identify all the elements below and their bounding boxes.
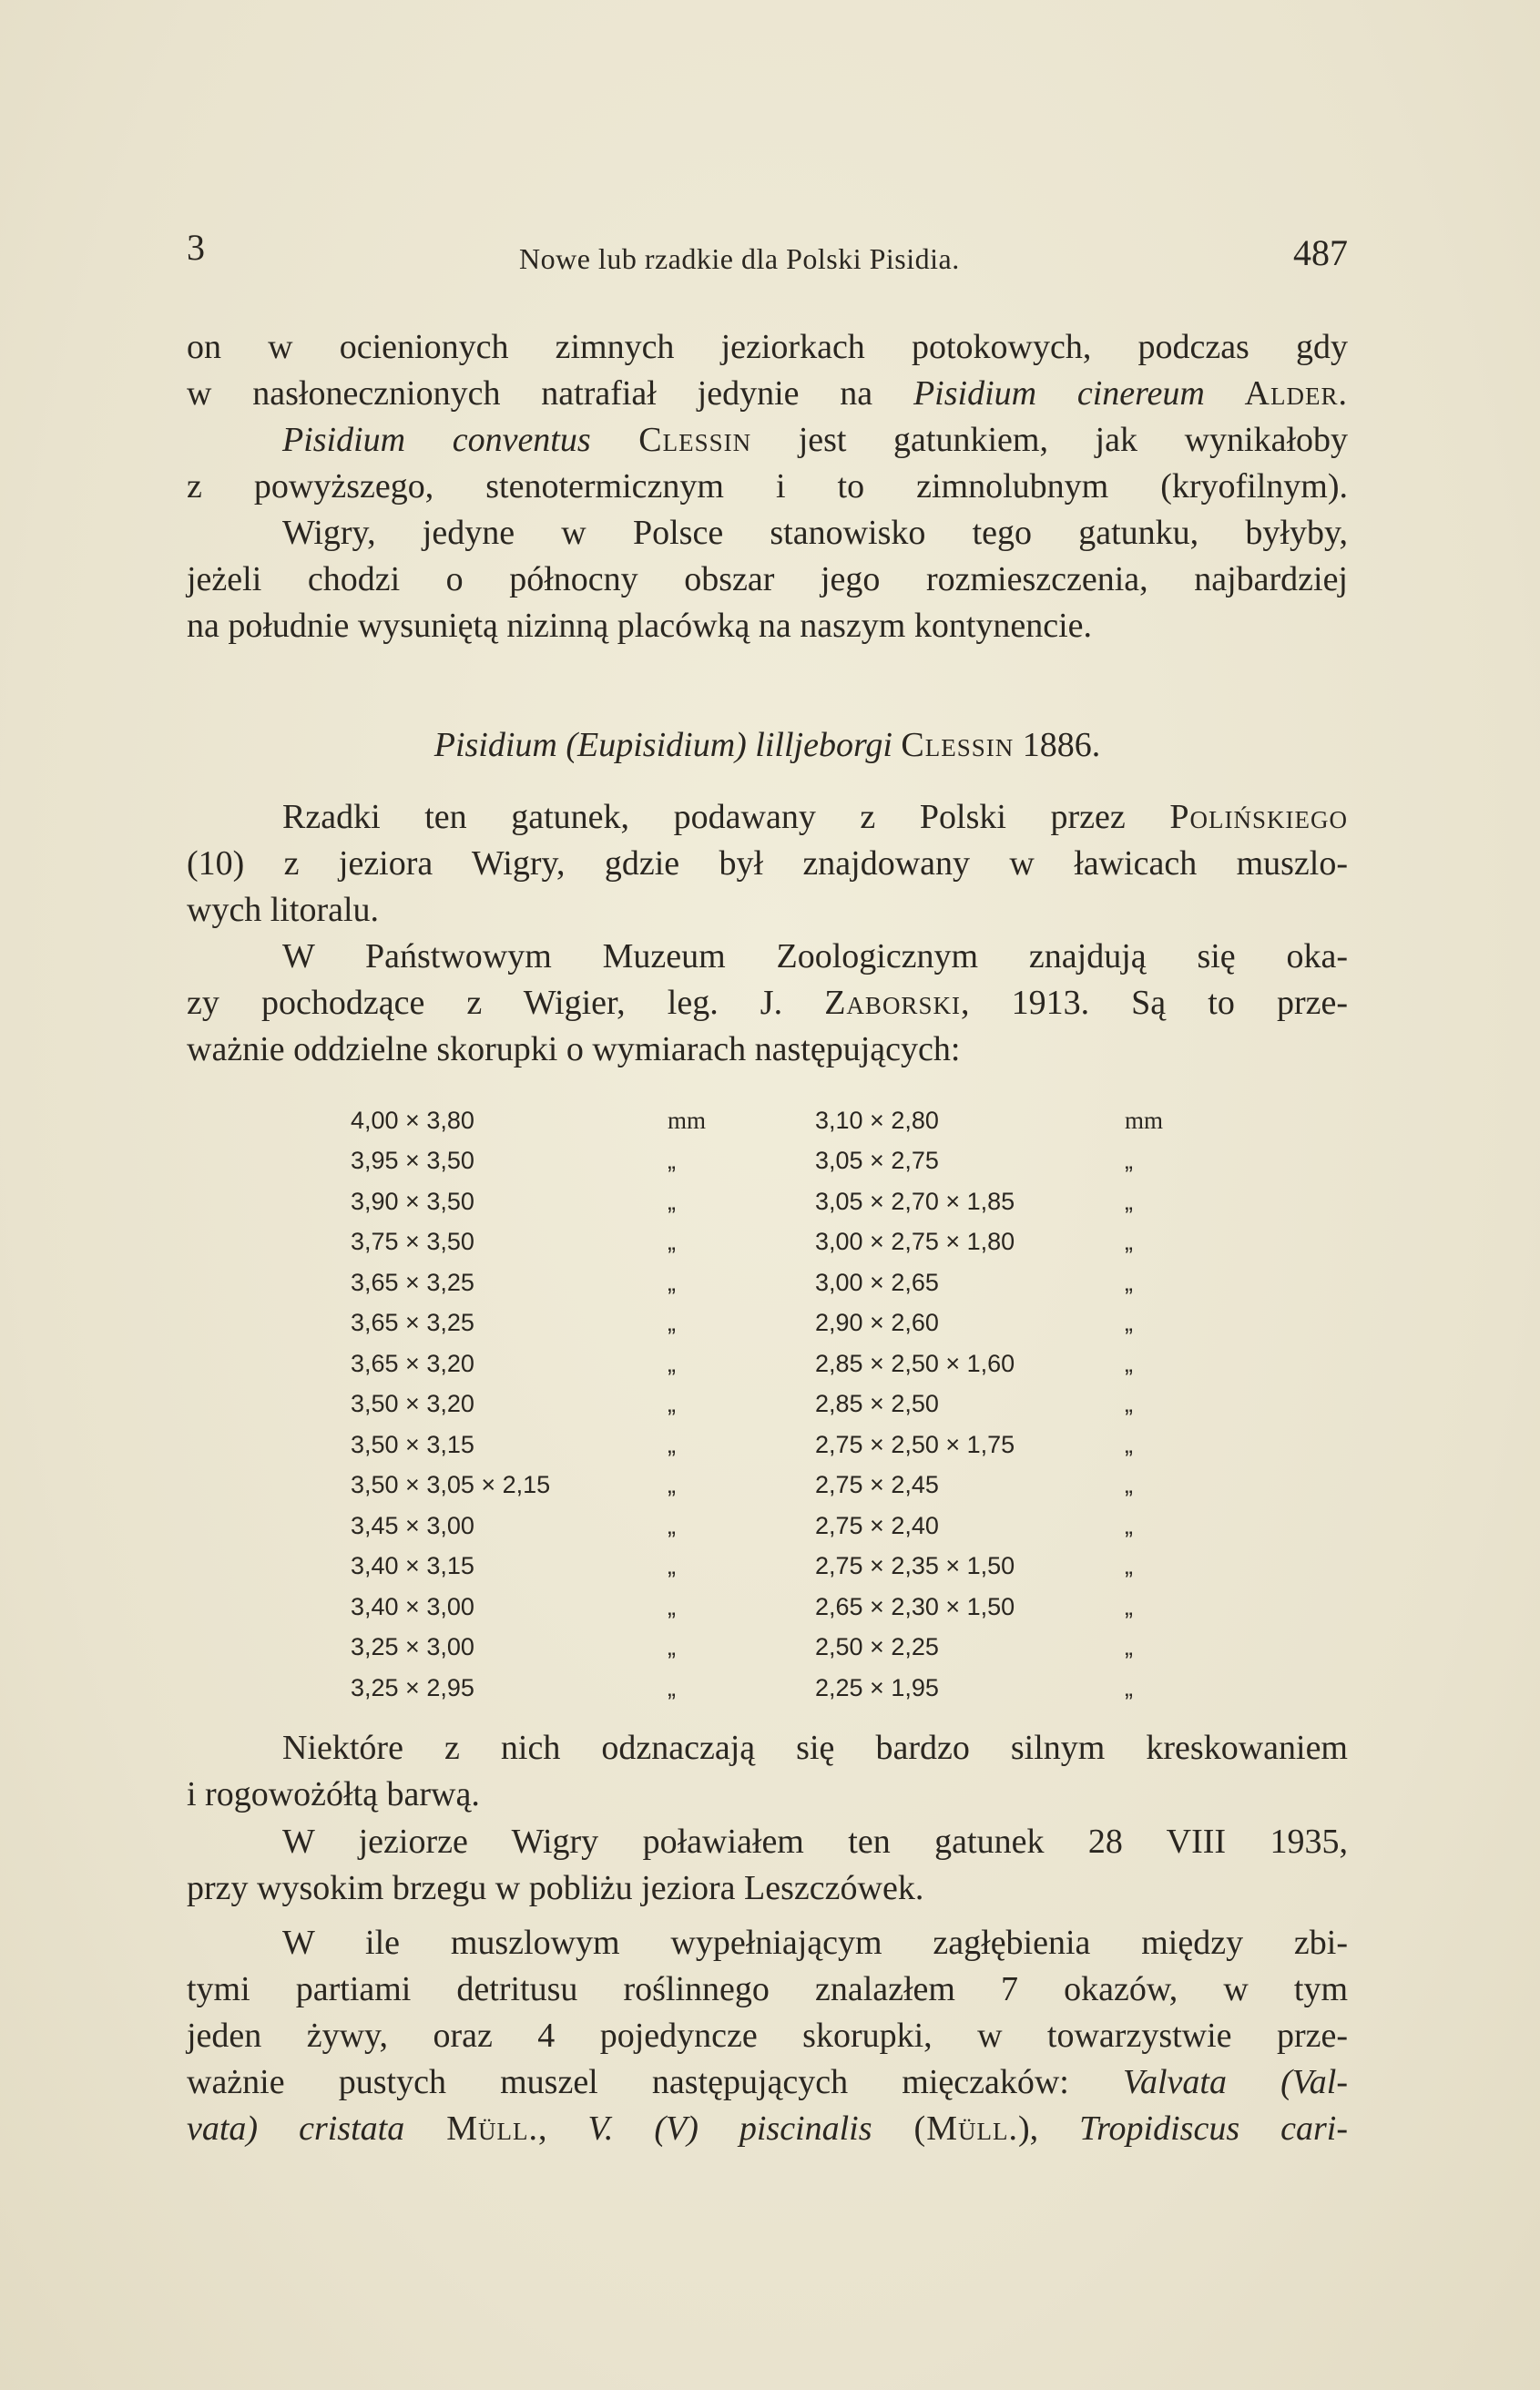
measurement-cell: 2,65 × 2,30 × 1,50 [815,1592,1015,1620]
unit-cell: mm [668,1106,707,1134]
text-line: przy wysokim brzegu w pobliżu jeziora Leszczówek. [187,1869,924,1907]
text-line: ważnie pustych muszel następujących mięczaków: Valvata (Val- [187,2063,1348,2101]
table-row [351,1181,1198,1222]
measurement-cell: 3,00 × 2,75 × 1,80 [815,1228,1015,1256]
text-line: jeden żywy, oraz 4 pojedyncze skorupki, w towarzystwie prze- [187,2017,1348,2055]
text-line: W jeziorze Wigry poławiałem ten gatunek 28 VIII 1935, [282,1823,1348,1861]
measurement-cell: 3,00 × 2,65 [815,1268,939,1296]
measurement-cell: 2,75 × 2,45 [815,1471,939,1499]
text-line: zy pochodzące z Wigier, leg. J. Zaborski, 1913. Są to prze- [187,984,1348,1022]
measurement-cell: 2,25 × 1,95 [815,1673,939,1701]
page-number: 487 [1293,232,1348,273]
table-row [351,1425,1198,1466]
ditto-cell: „ [668,1147,676,1175]
text-line: W ile muszlowym wypełniającym zagłębienia między zbi- [282,1924,1348,1962]
ditto-cell: „ [1125,1147,1133,1175]
table-row [351,1668,1198,1709]
table-row [351,1628,1198,1669]
ditto-cell: „ [1125,1228,1133,1256]
paragraph-4 [187,1725,1348,1818]
text-line: wych litoralu. [187,891,380,929]
measurement-cell: 3,10 × 2,80 [815,1106,939,1134]
ditto-cell: „ [1125,1390,1133,1418]
ditto-cell: „ [668,1390,676,1418]
measurement-cell: 3,65 × 3,20 [351,1349,474,1377]
ditto-cell: „ [1125,1511,1133,1539]
table-row [351,1222,1198,1263]
ditto-cell: „ [668,1552,676,1580]
text-line: na południe wysuniętą nizinną placówką na naszym kontynencie. [187,607,1093,645]
ditto-cell: „ [668,1268,676,1296]
ditto-cell: „ [668,1228,676,1256]
measurement-cell: 3,90 × 3,50 [351,1187,474,1215]
paragraph-6 [187,1920,1348,2152]
table-row [351,1547,1198,1588]
measurement-cell: 2,75 × 2,50 × 1,75 [815,1430,1015,1458]
text-line: tymi partiami detritusu roślinnego znalazłem 7 okazów, w tym [187,1970,1348,2008]
text-line: vata) cristata Müll., V. (V) piscinalis (Müll.), Tropidiscus cari- [187,2109,1348,2148]
measurement-cell: 2,75 × 2,40 [815,1511,939,1539]
table-row [351,1100,1198,1141]
measurement-cell: 3,25 × 2,95 [351,1673,474,1701]
text-line: on w ocienionych zimnych jeziorkach potokowych, podczas gdy [187,328,1348,366]
measurement-cell: 3,05 × 2,75 [815,1147,939,1175]
paragraph-1 [187,324,1348,649]
text-line: Rzadki ten gatunek, podawany z Polski przez Polińskiego [282,798,1348,836]
text-line: Niektóre z nich odznaczają się bardzo silnym kreskowaniem [282,1729,1348,1767]
measurement-cell: 3,05 × 2,70 × 1,85 [815,1187,1015,1215]
measurement-cell: 3,50 × 3,20 [351,1390,474,1418]
measurement-cell: 3,45 × 3,00 [351,1511,474,1539]
ditto-cell: „ [1125,1430,1133,1458]
ditto-cell: „ [668,1673,676,1701]
ditto-cell: „ [668,1349,676,1377]
species-heading: Pisidium (Eupisidium) lilljeborgi Clessin 1886. [433,726,1101,764]
ditto-cell: „ [668,1187,676,1215]
paragraph-3 [187,934,1348,1073]
table-row [351,1303,1198,1344]
ditto-cell: „ [668,1471,676,1499]
measurement-cell: 3,40 × 3,00 [351,1592,474,1620]
ditto-cell: „ [668,1511,676,1539]
table-row [351,1141,1198,1182]
measurement-cell: 3,65 × 3,25 [351,1309,474,1337]
ditto-cell: „ [668,1633,676,1661]
text-line: W Państwowym Muzeum Zoologicznym znajdują się oka- [282,937,1348,975]
measurements-table [351,1100,1198,1709]
table-row [351,1587,1198,1628]
text-line: Wigry, jedyne w Polsce stanowisko tego gatunku, byłyby, [282,514,1348,552]
text-line: (10) z jeziora Wigry, gdzie był znajdowany w ławicach muszlo- [187,844,1348,883]
text-line: i rogowożółtą barwą. [187,1775,480,1813]
ditto-cell: „ [1125,1309,1133,1337]
text-line: z powyższego, stenotermicznym i to zimnolubnym (kryofilnym). [187,467,1348,506]
ditto-cell: „ [1125,1552,1133,1580]
measurement-cell: 3,65 × 3,25 [351,1268,474,1296]
measurement-cell: 2,75 × 2,35 × 1,50 [815,1552,1015,1580]
measurement-cell: 3,50 × 3,15 [351,1430,474,1458]
ditto-cell: „ [668,1309,676,1337]
measurement-cell: 3,75 × 3,50 [351,1228,474,1256]
signature-mark: 3 [187,227,205,268]
ditto-cell: „ [1125,1471,1133,1499]
ditto-cell: „ [1125,1633,1133,1661]
measurement-cell: 3,25 × 3,00 [351,1633,474,1661]
measurement-cell: 3,40 × 3,15 [351,1552,474,1580]
text-line: ważnie oddzielne skorupki o wymiarach następujących: [187,1030,961,1068]
text-line: w nasłonecznionych natrafiał jedynie na Pisidium cinereum Alder. [187,374,1348,413]
running-title: Nowe lub rzadkie dla Polski Pisidia. [519,242,960,275]
ditto-cell: „ [1125,1349,1133,1377]
unit-cell: mm [1125,1106,1164,1134]
measurement-cell: 3,50 × 3,05 × 2,15 [351,1471,551,1499]
measurement-cell: 2,85 × 2,50 × 1,60 [815,1349,1015,1377]
measurement-cell: 2,50 × 2,25 [815,1633,939,1661]
running-header [187,226,1348,281]
ditto-cell: „ [668,1592,676,1620]
measurement-cell: 2,85 × 2,50 [815,1390,939,1418]
ditto-cell: „ [1125,1673,1133,1701]
table-row [351,1506,1198,1547]
table-row [351,1384,1198,1425]
paragraph-5 [187,1819,1348,1912]
measurement-cell: 4,00 × 3,80 [351,1106,474,1134]
table-row [351,1262,1198,1303]
ditto-cell: „ [1125,1268,1133,1296]
text-line: Pisidium conventus Clessin jest gatunkiem, jak wynikałoby [282,421,1348,459]
measurement-cell: 3,95 × 3,50 [351,1147,474,1175]
ditto-cell: „ [1125,1187,1133,1215]
ditto-cell: „ [1125,1592,1133,1620]
table-row [351,1343,1198,1384]
text-line: jeżeli chodzi o północny obszar jego rozmieszczenia, najbardziej [187,560,1348,598]
ditto-cell: „ [668,1430,676,1458]
table-row [351,1466,1198,1507]
measurement-cell: 2,90 × 2,60 [815,1309,939,1337]
paragraph-2 [187,794,1348,934]
